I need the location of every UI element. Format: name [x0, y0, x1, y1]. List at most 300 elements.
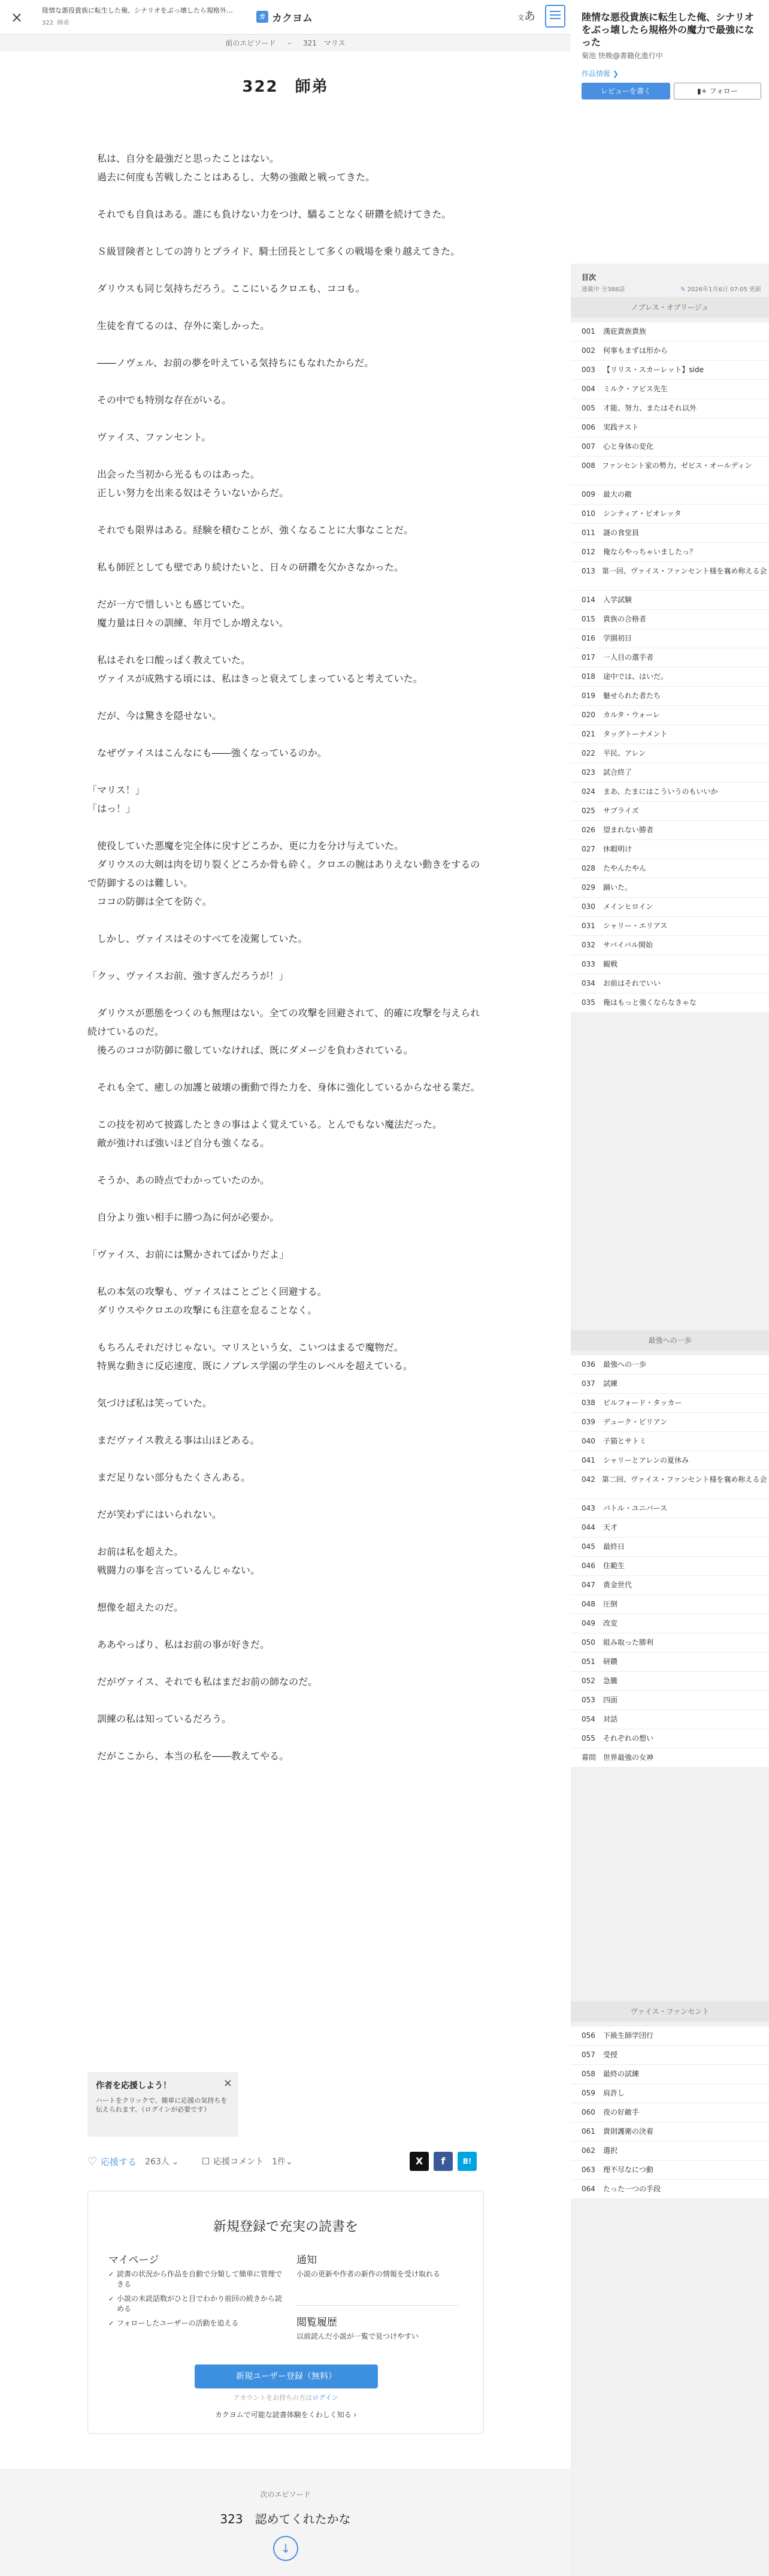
- episode-number: 052: [582, 1677, 595, 1685]
- follow-button[interactable]: [674, 83, 761, 99]
- body-paragraph: 戦闘力の事を言っているんじゃない。: [87, 1565, 261, 1576]
- toc-episode-item[interactable]: [571, 1355, 769, 1375]
- toc-episode-item[interactable]: [571, 1748, 769, 1768]
- reading-area: [0, 35, 571, 2576]
- body-paragraph: 生徒を育てるのは、存外に楽しかった。: [87, 320, 270, 331]
- cheer-label: 応援する: [101, 2156, 137, 2167]
- toc-episode-item[interactable]: [571, 898, 769, 917]
- episode-number: 063: [582, 2166, 595, 2174]
- toc-episode-item[interactable]: [571, 543, 769, 562]
- episode-title: 改変: [603, 1619, 618, 1627]
- episode-number: 055: [582, 1734, 595, 1743]
- toc-episode-item[interactable]: [571, 629, 769, 648]
- body-paragraph: [87, 1319, 484, 1338]
- episode-number: 059: [582, 2089, 595, 2097]
- toc-episode-item[interactable]: [571, 783, 769, 802]
- episode-number: 010: [582, 509, 595, 518]
- comment-icon: ☐: [201, 2156, 210, 2167]
- toc-updated: [680, 284, 761, 293]
- toc-episode-item[interactable]: [571, 2122, 769, 2142]
- toc-episode-item[interactable]: [571, 1375, 769, 1394]
- body-paragraph: [87, 1487, 484, 1505]
- toc-episode-item[interactable]: [571, 399, 769, 418]
- body-paragraph: それでも限界はある。経験を積むことが、強くなることに大事なことだ。: [87, 524, 414, 536]
- toc-episode-item[interactable]: [571, 524, 769, 543]
- toc-episode-item[interactable]: [571, 1432, 769, 1451]
- episode-number: 014: [582, 596, 595, 604]
- toc-episode-item[interactable]: [571, 610, 769, 629]
- toc-episode-item[interactable]: [571, 2027, 769, 2046]
- episode-title: 世界最強の女神: [603, 1753, 654, 1762]
- body-paragraph: 「マリス！」: [87, 784, 145, 796]
- toc-episode-item[interactable]: [571, 878, 769, 898]
- episode-title: 入学試験: [603, 596, 632, 604]
- episode-number: 025: [582, 807, 595, 815]
- arrow-down-icon[interactable]: ↓: [273, 2536, 298, 2561]
- toc-episode-item[interactable]: [571, 917, 769, 936]
- signup-panel: [87, 2191, 484, 2434]
- work-title[interactable]: 陸情な悪役貴族に転生した俺、シナリオをぶっ壊したら規格外の魔力で最強になった: [582, 11, 755, 48]
- toc-episode-item[interactable]: [571, 1576, 769, 1595]
- episode-number: 018: [582, 672, 595, 681]
- episode-title: デューク・ビリアン: [603, 1418, 668, 1426]
- list-item: ✓ 小説の未読話数がひと目でわかり前回の続きから読める: [108, 2294, 282, 2314]
- font-settings-icon-small: 文: [517, 14, 524, 22]
- header-episode-subtitle: [42, 17, 69, 26]
- episode-title: 魅せられた者たち: [603, 691, 661, 700]
- episode-title: 平民、アレン: [603, 749, 646, 757]
- episode-title: 学園初日: [603, 634, 632, 642]
- body-paragraph: しかし、ヴァイスはそのすべてを凌駕していた。: [87, 933, 308, 944]
- episode-number: 029: [582, 883, 595, 892]
- menu-bar-icon: [550, 18, 561, 19]
- episode-number: 008: [582, 461, 595, 470]
- body-paragraph: まだ足りない部分もたくさんある。: [87, 1472, 251, 1483]
- episode-number: 046: [582, 1562, 595, 1570]
- notification-title: 通知: [296, 2254, 317, 2266]
- toc-title: 目次: [582, 273, 597, 282]
- episode-title: シャリーとアレンの夏休み: [603, 1456, 689, 1464]
- body-paragraph: [87, 1654, 484, 1672]
- notification-text: 小説の更新や作者の新作の情報を受け取れる: [296, 2270, 441, 2278]
- episode-title: 実践テスト: [603, 423, 639, 431]
- toc-episode-item[interactable]: [571, 342, 769, 361]
- body-paragraph: [87, 948, 484, 967]
- prev-episode-title-link[interactable]: 321 マリス: [303, 39, 346, 47]
- episode-number: 054: [582, 1715, 595, 1723]
- close-icon[interactable]: ×: [223, 2077, 232, 2089]
- episode-number: 064: [582, 2185, 595, 2193]
- cheer-count-dropdown[interactable]: [145, 2155, 178, 2167]
- toc-episode-item[interactable]: [571, 1518, 769, 1538]
- episode-number: 047: [582, 1581, 595, 1589]
- toc-episode-item[interactable]: [571, 648, 769, 668]
- body-paragraph: 私も師匠としても壁であり続けたいと、日々の研鑽を欠かさなかった。: [87, 561, 404, 573]
- toc-status: 連載中 全388話: [582, 286, 625, 293]
- episode-number: 061: [582, 2127, 595, 2136]
- body-paragraph: ココの防御は全てを防ぐ。: [87, 896, 212, 907]
- episode-number: 062: [582, 2146, 595, 2155]
- toc-episode-item[interactable]: [571, 1538, 769, 1557]
- episode-list: [571, 2027, 769, 2199]
- toc-menu-button[interactable]: [545, 5, 565, 28]
- breadcrumb: [0, 35, 571, 52]
- episode-number: 056: [582, 2031, 595, 2040]
- login-link[interactable]: ログイン: [312, 2394, 338, 2402]
- episode-title: 組み取った勝利: [603, 1638, 654, 1647]
- episode-title: たやんたやん: [603, 864, 647, 872]
- chapter-heading: ヴァイス・ファンセント: [571, 2001, 769, 2022]
- episode-number: 045: [582, 1542, 595, 1551]
- episode-title: カルタ・ウォーレ: [603, 711, 660, 719]
- episode-number: 011: [582, 529, 595, 537]
- menu-bar-icon: [550, 11, 561, 12]
- episode-title: 一人目の選手者: [603, 653, 654, 662]
- episode-number: 040: [582, 1437, 595, 1445]
- body-paragraph: それでも自負はある。誰にも負けない力をつけ、驕ることなく研鑽を続けてきた。: [87, 209, 452, 220]
- list-item: ✓ フォローしたユーザーの活動を追える: [108, 2318, 282, 2329]
- body-paragraph: [87, 224, 484, 242]
- toc-episode-item[interactable]: [571, 2103, 769, 2122]
- toc-episode-item[interactable]: [571, 562, 769, 591]
- episode-title: 黄金世代: [603, 1581, 632, 1589]
- episode-number: 027: [582, 845, 595, 853]
- body-paragraph: だが一方で惜しいとも感じていた。: [87, 599, 251, 610]
- toc-episode-item[interactable]: [571, 840, 769, 859]
- toc-episode-item[interactable]: [571, 821, 769, 840]
- episode-number: 004: [582, 385, 595, 393]
- episode-number: 050: [582, 1638, 595, 1647]
- body-paragraph: ダリウスやクロエの攻撃にも注意を怠ることなく。: [87, 1304, 317, 1316]
- comment-button[interactable]: [202, 2155, 264, 2167]
- episode-title: 肩許し: [603, 2089, 625, 2097]
- share-hatena-button[interactable]: B!: [458, 2152, 477, 2171]
- episode-number: 012: [582, 548, 595, 556]
- body-paragraph: [87, 1728, 484, 1747]
- toc-episode-item[interactable]: [571, 706, 769, 725]
- body-paragraph: ヴァイスが成熟する頃には、私はきっと衰えてしまっていると考えていた。: [87, 673, 423, 684]
- episode-number: 026: [582, 826, 595, 834]
- toc-episode-item[interactable]: [571, 1451, 769, 1470]
- body-paragraph: Ｓ級冒険者としての誇りとプライド、騎士団長として多くの戦場を乗り越えてきた。: [87, 246, 461, 257]
- share-x-button[interactable]: X: [410, 2152, 429, 2171]
- toc-episode-item[interactable]: [571, 668, 769, 687]
- body-paragraph: [87, 1152, 484, 1171]
- body-paragraph: [87, 1227, 484, 1245]
- chevron-down-icon: ⌄: [171, 2157, 179, 2167]
- episode-number: 024: [582, 787, 595, 796]
- episode-number: 022: [582, 749, 595, 757]
- action-row: [87, 2152, 484, 2171]
- episode-title: 研鑽: [603, 1657, 618, 1666]
- body-paragraph: [87, 446, 484, 465]
- episode-number: 043: [582, 1504, 595, 1512]
- toc-episode-item[interactable]: [571, 2084, 769, 2103]
- body-paragraph: [87, 1449, 484, 1468]
- episode-number: 030: [582, 902, 595, 911]
- body-paragraph: 使役していた悪魔を完全体に戻すどころか、更に力を分け与えていた。: [87, 840, 404, 851]
- body-paragraph: [87, 1375, 484, 1394]
- toc-episode-item[interactable]: [571, 936, 769, 955]
- body-paragraph: そうか、あの時点でわかっていたのか。: [87, 1174, 270, 1186]
- support-popup-title: 作者を応援しよう！: [96, 2081, 171, 2091]
- body-paragraph: ヴァイス、ファンセント。: [87, 431, 211, 443]
- body-paragraph: [87, 632, 484, 651]
- body-paragraph: 訓練の私は知っているだろう。: [87, 1713, 232, 1725]
- work-author[interactable]: 菊池 快晩@書籍化進行中: [582, 52, 663, 60]
- episode-list: [571, 1355, 769, 1768]
- body-paragraph: ダリウスの大剣は肉を切り裂くどころか骨も砕く。クロエの腕はありえない動きをするので防御するのは難しい。: [87, 859, 480, 889]
- toc-episode-item[interactable]: [571, 2142, 769, 2161]
- toc-episode-item[interactable]: [571, 591, 769, 610]
- body-paragraph: 想像を超えたのだ。: [87, 1602, 184, 1613]
- support-popup-text: ハートをクリックで、簡単に応援の気持ちを伝えられます。（ログインが必要です）: [96, 2097, 228, 2113]
- work-info-panel: [571, 0, 769, 264]
- body-paragraph: 特異な動きに反応速度、既にノブレス学園の学生のレベルを超えている。: [87, 1360, 413, 1372]
- chapter-heading: ノブレス・オブリージュ: [571, 297, 769, 318]
- episode-title: 謎の食堂員: [603, 529, 640, 537]
- episode-title: 貴族の合格者: [603, 615, 647, 623]
- body-paragraph: 私の本気の攻撃も、ヴァイスはことごとく回避する。: [87, 1286, 327, 1297]
- episode-title: 最終の試練: [603, 2070, 640, 2078]
- comment-label: 応援コメント: [213, 2157, 264, 2167]
- body-paragraph: [87, 1691, 484, 1710]
- episode-title: 俺ならやっちゃいましたっ？: [603, 548, 697, 556]
- body-paragraph: それも全て、癒しの加護と破壊の衝動で得た力を、身体に強化しているからなせる業だ。: [87, 1082, 480, 1093]
- episode-title: シャリー・エリアス: [603, 922, 668, 930]
- body-paragraph: [87, 911, 484, 929]
- episode-number: 058: [582, 2070, 595, 2078]
- episode-number: 048: [582, 1600, 595, 1608]
- close-button[interactable]: ×: [10, 9, 23, 26]
- next-episode-section: [0, 2469, 571, 2576]
- font-settings-button[interactable]: [517, 7, 535, 25]
- toc-episode-item[interactable]: [571, 437, 769, 457]
- episode-number: 017: [582, 653, 595, 662]
- episode-number: 009: [582, 490, 595, 499]
- toc-episode-item[interactable]: [571, 1470, 769, 1499]
- logo-mark-icon: カ: [256, 11, 268, 23]
- cheer-count: 263人: [145, 2157, 169, 2167]
- toc-episode-item[interactable]: [571, 1691, 769, 1710]
- body-paragraph: お前は私を超えた。: [87, 1546, 184, 1557]
- chevron-down-icon: ⌄: [286, 2157, 293, 2167]
- episode-number: 057: [582, 2050, 595, 2059]
- body-paragraph: 「ヴァイス、お前には驚かされてばかりだよ」: [87, 1249, 289, 1260]
- toc-meta: [582, 284, 761, 293]
- episode-number: 015: [582, 615, 595, 623]
- body-paragraph: [87, 502, 484, 521]
- toc-episode-item[interactable]: [571, 1672, 769, 1691]
- toc-episode-item[interactable]: [571, 1710, 769, 1729]
- body-paragraph: なぜヴァイスはこんなにも――強くなっているのか。: [87, 747, 327, 759]
- toc-episode-item[interactable]: [571, 859, 769, 878]
- episode-title: 観戦: [603, 960, 618, 968]
- episode-number: 005: [582, 404, 595, 412]
- body-paragraph: だがヴァイス、それでも私はまだお前の師なのだ。: [87, 1676, 318, 1687]
- toc-episode-item[interactable]: [571, 955, 769, 974]
- episode-number: 020: [582, 711, 595, 719]
- write-review-button[interactable]: レビューを書く: [582, 83, 670, 99]
- episode-number: 060: [582, 2108, 595, 2116]
- register-button[interactable]: 新規ユーザー登録（無料）: [195, 2364, 378, 2388]
- episode-number: 006: [582, 423, 595, 431]
- toc-episode-item[interactable]: [571, 322, 769, 342]
- body-paragraph: この技を初めて披露したときの事はよく覚えている。とんでもない魔法だった。: [87, 1119, 443, 1130]
- history-text: 以前読んだ小説が一覧で見つけやすい: [296, 2332, 419, 2341]
- signup-heading: 新規登録で充実の読書を: [213, 2219, 358, 2234]
- toc-episode-item[interactable]: [571, 457, 769, 485]
- toc-episode-item[interactable]: [571, 1614, 769, 1633]
- episode-number: 028: [582, 864, 595, 872]
- toc-episode-item[interactable]: [571, 1394, 769, 1413]
- toc-episode-item[interactable]: [571, 993, 769, 1013]
- toc-episode-item[interactable]: [571, 2046, 769, 2065]
- episode-title: 試練: [603, 1379, 618, 1388]
- font-settings-icon: あ: [524, 10, 536, 23]
- episode-number: 007: [582, 442, 595, 451]
- episode-title: 漢庇貴族貴族: [603, 327, 647, 336]
- episode-title: シンティア・ビオレッタ: [603, 509, 682, 518]
- episode-title: 四面: [603, 1696, 618, 1704]
- learn-more-link[interactable]: カクヨムで可能な読書体験をくわしく知る ›: [214, 2411, 357, 2419]
- toc-episode-item[interactable]: [571, 2065, 769, 2084]
- episode-title: 選択: [603, 2146, 618, 2155]
- next-episode-label: 次のエピソード: [260, 2490, 311, 2499]
- next-episode-link[interactable]: 323 認めてくれたかな: [220, 2512, 351, 2526]
- episode-title: 途中では、はいだ。: [603, 672, 668, 681]
- body-paragraph: ダリウスが悪態をつくのも無理はない。全ての攻撃を回避されて、的確に攻撃を与えられ続けているのだ。: [87, 1007, 480, 1037]
- body-paragraph: 「はっ！」: [87, 803, 136, 814]
- episode-body: [87, 131, 484, 1765]
- episode-number: 021: [582, 730, 595, 738]
- episode-title: たった一つの手段: [603, 2185, 661, 2193]
- breadcrumb-separator: –: [287, 39, 292, 47]
- toc-episode-item[interactable]: [571, 725, 769, 744]
- body-paragraph: [87, 725, 484, 744]
- logo-text: カクヨム: [272, 12, 313, 25]
- body-paragraph: 出会った当初から光るものはあった。: [87, 469, 260, 480]
- body-paragraph: [87, 1412, 484, 1431]
- body-paragraph: ――ノヴェル、お前の夢を叶えている気持ちにもなれたからだ。: [87, 357, 374, 369]
- header-work-title[interactable]: 陸情な悪役貴族に転生した俺、シナリオをぶっ壊したら規格外…: [42, 7, 233, 14]
- body-paragraph: 「クッ、ヴァイスお前、強すぎんだろうが！」: [87, 970, 289, 982]
- toc-episode-item[interactable]: [571, 2180, 769, 2199]
- episode-title: ビルフォード・タッカー: [603, 1399, 682, 1407]
- episode-title: 急騰: [603, 1677, 618, 1685]
- cheer-button[interactable]: [87, 2155, 137, 2168]
- episode-number: 032: [582, 941, 595, 949]
- toc-episode-item[interactable]: [571, 380, 769, 399]
- body-paragraph: [87, 1264, 484, 1282]
- chapter-heading: 最強への一歩: [571, 1330, 769, 1351]
- episode-number: 003: [582, 366, 595, 374]
- body-paragraph: [87, 335, 484, 354]
- toc-updated-date: 2026年1月6日 07:05 更新: [687, 286, 761, 293]
- share-facebook-button[interactable]: f: [434, 2152, 453, 2171]
- episode-title: 理不尽なにつ動: [603, 2166, 653, 2174]
- body-paragraph: [87, 372, 484, 391]
- toc-episode-item[interactable]: [571, 1729, 769, 1748]
- follow-label: フォロー: [709, 87, 738, 95]
- list-item: ✓ 読書の状況から作品を自動で分類して簡単に管理できる: [108, 2269, 282, 2290]
- toc-episode-item[interactable]: [571, 361, 769, 380]
- toc-episode-item[interactable]: [571, 1499, 769, 1518]
- history-title: 閲覧履歴: [296, 2317, 337, 2329]
- episode-title: サプライズ: [603, 807, 639, 815]
- body-paragraph: [87, 818, 484, 836]
- support-author-popup: [87, 2072, 238, 2137]
- body-paragraph: ダリウスも同じ気持ちだろう。ここにいるクロエも、ココも。: [87, 283, 365, 294]
- episode-number: 053: [582, 1696, 595, 1704]
- toc-episode-item[interactable]: [571, 763, 769, 783]
- toc-episode-item[interactable]: [571, 418, 769, 437]
- toc-episode-item[interactable]: [571, 744, 769, 763]
- toc-episode-item[interactable]: [571, 1595, 769, 1614]
- episode-title: ミルク・アビス先生: [603, 385, 668, 393]
- toc-episode-item[interactable]: [571, 1633, 769, 1653]
- episode-number: 034: [582, 979, 595, 987]
- episode-list: [571, 322, 769, 1013]
- body-paragraph: [87, 1097, 484, 1115]
- episode-title: お前はそれでいい: [603, 979, 661, 987]
- toc-episode-item[interactable]: [571, 1653, 769, 1672]
- body-paragraph: 正しい努力を出来る奴はそういないからだ。: [87, 487, 289, 499]
- comment-count-dropdown[interactable]: [272, 2155, 293, 2167]
- work-info-link[interactable]: 作品情報 ❯: [582, 70, 619, 78]
- kakuyomu-logo[interactable]: [256, 8, 313, 25]
- toc-episode-item[interactable]: [571, 687, 769, 706]
- menu-bar-icon: [550, 14, 561, 16]
- episode-title: タッグトーナメント: [603, 730, 668, 738]
- episode-title: 夜の好敵手: [603, 2108, 640, 2116]
- episode-title: 天才: [603, 1523, 618, 1532]
- episode-title: 貴則護衛の決着: [603, 2127, 654, 2136]
- episode-title: 322 師弟: [242, 78, 329, 96]
- body-paragraph: 私は、自分を最強だと思ったことはない。: [87, 153, 280, 164]
- episode-title: まあ、たまにはこういうのもいいか: [603, 787, 718, 796]
- episode-title: 対話: [603, 1715, 618, 1723]
- episode-title: 住範生: [603, 1562, 625, 1570]
- toc-episode-item[interactable]: [571, 2161, 769, 2180]
- body-paragraph: その中でも特別な存在がいる。: [87, 394, 232, 406]
- body-paragraph: ああやっぱり、私はお前の事が好きだ。: [87, 1639, 270, 1650]
- episode-number: 001: [582, 327, 595, 336]
- episode-title: 才能、努力、またはそれ以外: [603, 404, 697, 412]
- episode-number: 042: [582, 1475, 595, 1484]
- episode-number: 038: [582, 1399, 595, 1407]
- toc-episode-item[interactable]: [571, 802, 769, 821]
- body-paragraph: もちろんそれだけじゃない。マリスという女、こいつはまるで魔物だ。: [87, 1342, 404, 1353]
- episode-title: それぞれの想い: [603, 1734, 654, 1743]
- toc-episode-item[interactable]: [571, 974, 769, 993]
- episode-number: 016: [582, 634, 595, 642]
- body-paragraph: [87, 576, 484, 595]
- toc-episode-item[interactable]: [571, 485, 769, 505]
- prev-episode-link[interactable]: 前のエピソード: [225, 39, 276, 47]
- body-paragraph: [87, 1189, 484, 1208]
- episode-number: 036: [582, 1360, 595, 1369]
- heart-icon: ♡: [87, 2155, 98, 2168]
- episode-number: 033: [582, 960, 595, 968]
- toc-episode-item[interactable]: [571, 1557, 769, 1576]
- bookmark-plus-icon: ▮+: [697, 87, 710, 95]
- episode-number: 002: [582, 346, 595, 355]
- toc-episode-item[interactable]: [571, 1413, 769, 1432]
- body-paragraph: [87, 298, 484, 316]
- toc-episode-item[interactable]: [571, 505, 769, 524]
- episode-number: 023: [582, 768, 595, 777]
